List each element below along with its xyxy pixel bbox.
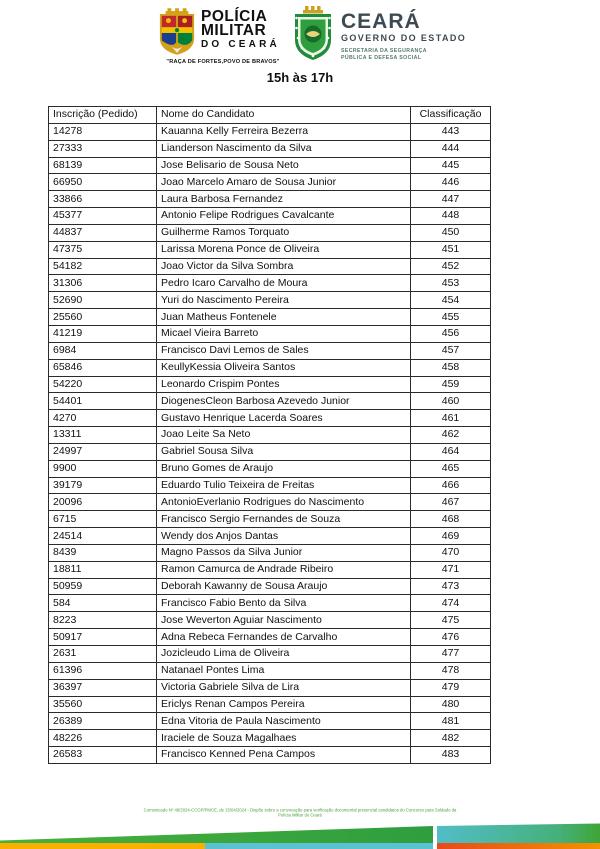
classification-cell: 480 [411,696,491,713]
candidate-name-cell: Eduardo Tulio Teixeira de Freitas [157,477,411,494]
inscription-cell: 24514 [49,528,157,545]
candidate-name-cell: Francisco Davi Lemos de Sales [157,342,411,359]
candidate-name-cell: AntonioEverlanio Rodrigues do Nascimento [157,494,411,511]
inscription-cell: 47375 [49,241,157,258]
inscription-cell: 54220 [49,376,157,393]
candidate-name-cell: Yuri do Nascimento Pereira [157,292,411,309]
candidate-name-cell: KeullyKessia Oliveira Santos [157,359,411,376]
table-row [49,713,491,730]
inscription-cell: 50917 [49,629,157,646]
classification-cell: 457 [411,342,491,359]
inscription-cell: 20096 [49,494,157,511]
classification-cell: 456 [411,325,491,342]
table-row [49,747,491,764]
classification-cell: 462 [411,427,491,444]
inscription-cell: 54182 [49,258,157,275]
inscription-cell: 36397 [49,679,157,696]
candidate-name-cell: Magno Passos da Silva Junior [157,544,411,561]
classification-cell: 466 [411,477,491,494]
inscription-cell: 6715 [49,511,157,528]
candidates-table [48,106,491,764]
table-row [49,157,491,174]
table-row [49,275,491,292]
inscription-cell: 61396 [49,662,157,679]
classification-cell: 482 [411,730,491,747]
classification-cell: 471 [411,561,491,578]
table-row [49,578,491,595]
inscription-cell: 4270 [49,410,157,427]
ceara-title: CEARÁ [341,10,421,33]
classification-cell: 465 [411,460,491,477]
classification-cell: 453 [411,275,491,292]
classification-cell: 445 [411,157,491,174]
candidate-name-cell: Natanael Pontes Lima [157,662,411,679]
inscription-cell: 54401 [49,393,157,410]
column-header-inscription: Inscrição (Pedido) [49,107,157,124]
footer-notice: Comunicado Nº 49/2024-CCOP/PMCE, de 15/04/2024 - Dispõe sobre a convocação para verificação documental presencial candidatos do Concurso para Soldado da Polícia Militar do Ceará [143,808,457,818]
inscription-cell: 26389 [49,713,157,730]
table-row [49,561,491,578]
classification-cell: 451 [411,241,491,258]
classification-cell: 446 [411,174,491,191]
candidate-name-cell: Joao Marcelo Amaro de Sousa Junior [157,174,411,191]
inscription-cell: 31306 [49,275,157,292]
classification-cell: 458 [411,359,491,376]
table-row [49,140,491,157]
table-row [49,730,491,747]
inscription-cell: 584 [49,595,157,612]
candidate-name-cell: Bruno Gomes de Araujo [157,460,411,477]
classification-cell: 469 [411,528,491,545]
table-row [49,528,491,545]
candidate-name-cell: Gustavo Henrique Lacerda Soares [157,410,411,427]
candidate-name-cell: Antonio Felipe Rodrigues Cavalcante [157,208,411,225]
table-row [49,544,491,561]
classification-cell: 473 [411,578,491,595]
candidate-name-cell: Iraciele de Souza Magalhaes [157,730,411,747]
inscription-cell: 35560 [49,696,157,713]
candidate-name-cell: Kauanna Kelly Ferreira Bezerra [157,123,411,140]
classification-cell: 443 [411,123,491,140]
table-row [49,612,491,629]
candidate-name-cell: Joao Leite Sa Neto [157,427,411,444]
table-row [49,292,491,309]
classification-cell: 455 [411,309,491,326]
classification-cell: 483 [411,747,491,764]
table-row [49,646,491,663]
inscription-cell: 41219 [49,325,157,342]
classification-cell: 447 [411,191,491,208]
classification-cell: 470 [411,544,491,561]
column-header-candidate-name: Nome do Candidato [157,107,411,124]
candidates-table-container [48,106,491,764]
table-row [49,696,491,713]
candidate-name-cell: DiogenesCleon Barbosa Azevedo Junior [157,393,411,410]
footer-ribbon-graphic [0,821,600,849]
inscription-cell: 24997 [49,443,157,460]
pmce-logo [158,8,288,65]
candidate-name-cell: Pedro Icaro Carvalho de Moura [157,275,411,292]
table-row [49,174,491,191]
classification-cell: 448 [411,208,491,225]
table-row [49,443,491,460]
candidate-name-cell: Guilherme Ramos Torquato [157,224,411,241]
classification-cell: 444 [411,140,491,157]
classification-cell: 452 [411,258,491,275]
candidate-name-cell: Joao Victor da Silva Sombra [157,258,411,275]
ceara-gov-logo [292,6,466,61]
candidate-name-cell: Jozicleudo Lima de Oliveira [157,646,411,663]
inscription-cell: 25560 [49,309,157,326]
pmce-title-line3: DO CEARÁ [201,39,280,50]
classification-cell: 481 [411,713,491,730]
ceara-subtitle: GOVERNO DO ESTADO [341,33,467,43]
table-row [49,679,491,696]
ceara-dept-line2: PÚBLICA E DEFESA SOCIAL [341,54,422,61]
candidate-name-cell: Lianderson Nascimento da Silva [157,140,411,157]
inscription-cell: 45377 [49,208,157,225]
table-row [49,241,491,258]
candidate-name-cell: Francisco Kenned Pena Campos [157,747,411,764]
table-row [49,494,491,511]
table-row [49,123,491,140]
candidate-name-cell: Juan Matheus Fontenele [157,309,411,326]
inscription-cell: 66950 [49,174,157,191]
inscription-cell: 65846 [49,359,157,376]
classification-cell: 475 [411,612,491,629]
inscription-cell: 44837 [49,224,157,241]
inscription-cell: 14278 [49,123,157,140]
classification-cell: 459 [411,376,491,393]
classification-cell: 461 [411,410,491,427]
ceara-dept-line1: SECRETARIA DA SEGURANÇA [341,48,427,54]
time-slot-heading: 15h às 17h [266,70,334,85]
classification-cell: 474 [411,595,491,612]
inscription-cell: 8439 [49,544,157,561]
pmce-title-line1: POLÍCIA [201,8,268,25]
table-row [49,662,491,679]
classification-cell: 450 [411,224,491,241]
column-header-classification: Classificação [411,107,491,124]
inscription-cell: 18811 [49,561,157,578]
table-row [49,427,491,444]
candidate-name-cell: Ericlys Renan Campos Pereira [157,696,411,713]
table-row [49,342,491,359]
inscription-cell: 6984 [49,342,157,359]
classification-cell: 464 [411,443,491,460]
classification-cell: 476 [411,629,491,646]
table-row [49,191,491,208]
inscription-cell: 50959 [49,578,157,595]
inscription-cell: 68139 [49,157,157,174]
table-row [49,460,491,477]
candidate-name-cell: Jose Weverton Aguiar Nascimento [157,612,411,629]
table-row [49,325,491,342]
table-row [49,309,491,326]
table-row [49,376,491,393]
candidate-name-cell: Victoria Gabriele Silva de Lira [157,679,411,696]
table-row [49,393,491,410]
candidate-name-cell: Edna Vitoria de Paula Nascimento [157,713,411,730]
table-row [49,477,491,494]
candidate-name-cell: Francisco Fabio Bento da Silva [157,595,411,612]
table-row [49,629,491,646]
classification-cell: 467 [411,494,491,511]
inscription-cell: 2631 [49,646,157,663]
inscription-cell: 27333 [49,140,157,157]
inscription-cell: 33866 [49,191,157,208]
candidate-name-cell: Micael Vieira Barreto [157,325,411,342]
inscription-cell: 26583 [49,747,157,764]
table-header-row [49,107,491,124]
candidate-name-cell: Laura Barbosa Fernandez [157,191,411,208]
candidate-name-cell: Deborah Kawanny de Sousa Araujo [157,578,411,595]
classification-cell: 479 [411,679,491,696]
table-row [49,410,491,427]
inscription-cell: 52690 [49,292,157,309]
pmce-crest-icon [158,8,196,56]
table-row [49,359,491,376]
table-row [49,595,491,612]
pmce-title-line2: MILITAR [201,22,267,39]
table-row [49,208,491,225]
classification-cell: 477 [411,646,491,663]
classification-cell: 478 [411,662,491,679]
classification-cell: 460 [411,393,491,410]
classification-cell: 454 [411,292,491,309]
candidate-name-cell: Ramon Camurca de Andrade Ribeiro [157,561,411,578]
candidate-name-cell: Francisco Sergio Fernandes de Souza [157,511,411,528]
candidate-name-cell: Leonardo Crispim Pontes [157,376,411,393]
ceara-shield-icon [292,6,334,61]
inscription-cell: 48226 [49,730,157,747]
candidate-name-cell: Wendy dos Anjos Dantas [157,528,411,545]
candidate-name-cell: Adna Rebeca Fernandes de Carvalho [157,629,411,646]
pmce-motto: "RAÇA DE FORTES,POVO DE BRAVOS" [166,59,280,65]
candidate-name-cell: Gabriel Sousa Silva [157,443,411,460]
inscription-cell: 39179 [49,477,157,494]
candidate-name-cell: Larissa Morena Ponce de Oliveira [157,241,411,258]
table-row [49,258,491,275]
inscription-cell: 9900 [49,460,157,477]
inscription-cell: 13311 [49,427,157,444]
candidate-table-body [49,123,491,763]
inscription-cell: 8223 [49,612,157,629]
candidate-name-cell: Jose Belisario de Sousa Neto [157,157,411,174]
classification-cell: 468 [411,511,491,528]
table-row [49,224,491,241]
table-row [49,511,491,528]
